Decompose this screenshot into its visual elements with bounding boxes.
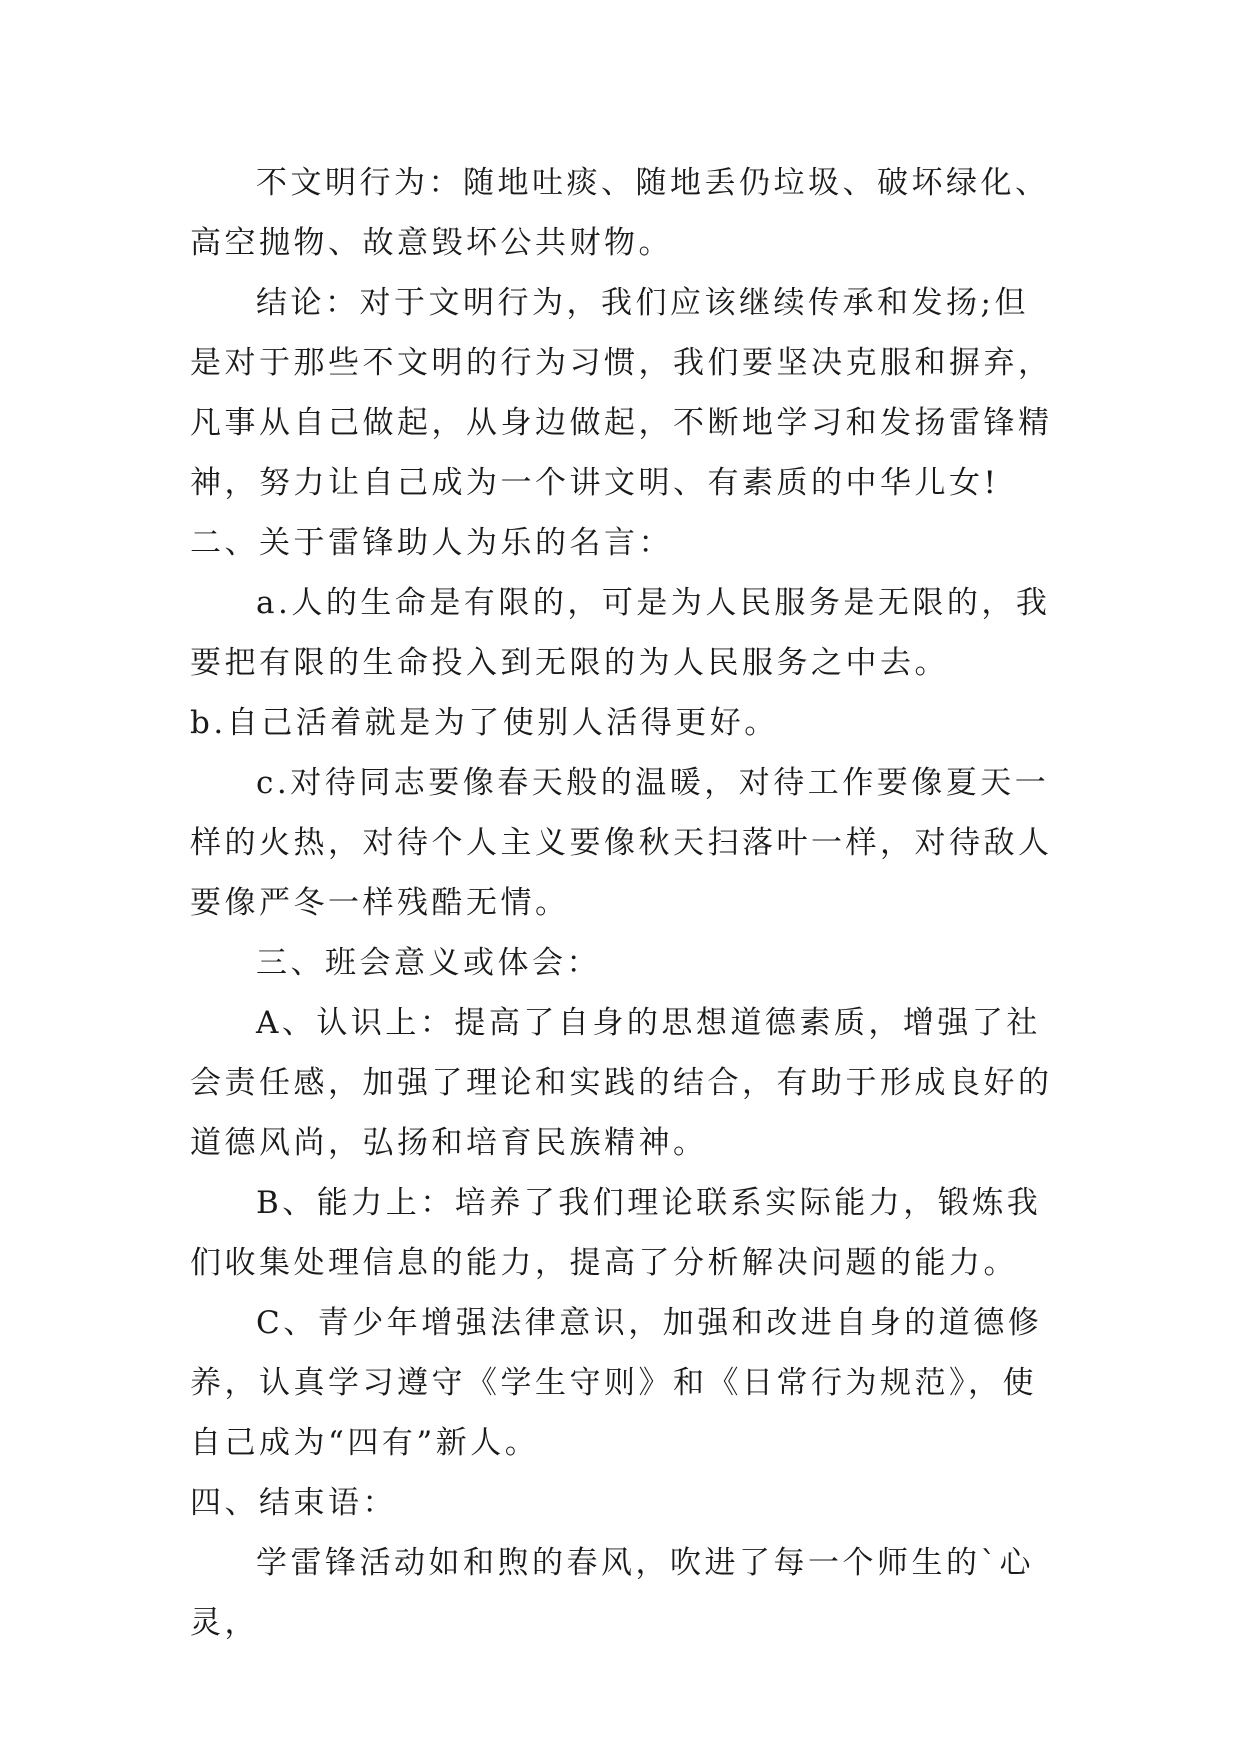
paragraph-conclusion: 结论：对于文明行为，我们应该继续传承和发扬;但是对于那些不文明的行为习惯，我们要坚决克服和摒弃，凡事从自己做起，从身边做起，不断地学习和发扬雷锋精神，努力让自己成为一个讲文明、有素质的中华儿女! xyxy=(190,285,1053,501)
point-b-ability: B、能力上：培养了我们理论联系实际能力，锻炼我们收集处理信息的能力，提高了分析解决问题的能力。 xyxy=(190,1185,1042,1281)
quote-c: c.对待同志要像春天般的温暖，对待工作要像夏天一样的火热，对待个人主义要像秋天扫落叶一样，对待敌人要像严冬一样残酷无情。 xyxy=(190,765,1053,921)
heading-closing-remarks: 四、结束语： xyxy=(190,1485,397,1521)
paragraph-closing: 学雷锋活动如和煦的春风，吹进了每一个师生的`心灵， xyxy=(190,1545,1034,1641)
heading-meeting-significance: 三、班会意义或体会： xyxy=(256,945,601,981)
point-a-awareness: A、认识上：提高了自身的思想道德素质，增强了社会责任感，加强了理论和实践的结合，有助于形成良好的道德风尚，弘扬和培育民族精神。 xyxy=(190,1005,1053,1161)
quote-b: b.自己活着就是为了使别人活得更好。 xyxy=(190,705,779,741)
document-body xyxy=(190,153,1060,1653)
quote-a: a.人的生命是有限的，可是为人民服务是无限的，我要把有限的生命投入到无限的为人民服务之中去。 xyxy=(190,585,1051,681)
point-c-youth: C、青少年增强法律意识，加强和改进自身的道德修养，认真学习遵守《学生守则》和《日常行为规范》，使自己成为“四有”新人。 xyxy=(190,1305,1043,1461)
paragraph-uncivil-behavior: 不文明行为：随地吐痰、随地丢仍垃圾、破坏绿化、高空抛物、故意毁坏公共财物。 xyxy=(190,165,1050,261)
heading-lei-feng-quotes: 二、关于雷锋助人为乐的名言： xyxy=(190,525,673,561)
